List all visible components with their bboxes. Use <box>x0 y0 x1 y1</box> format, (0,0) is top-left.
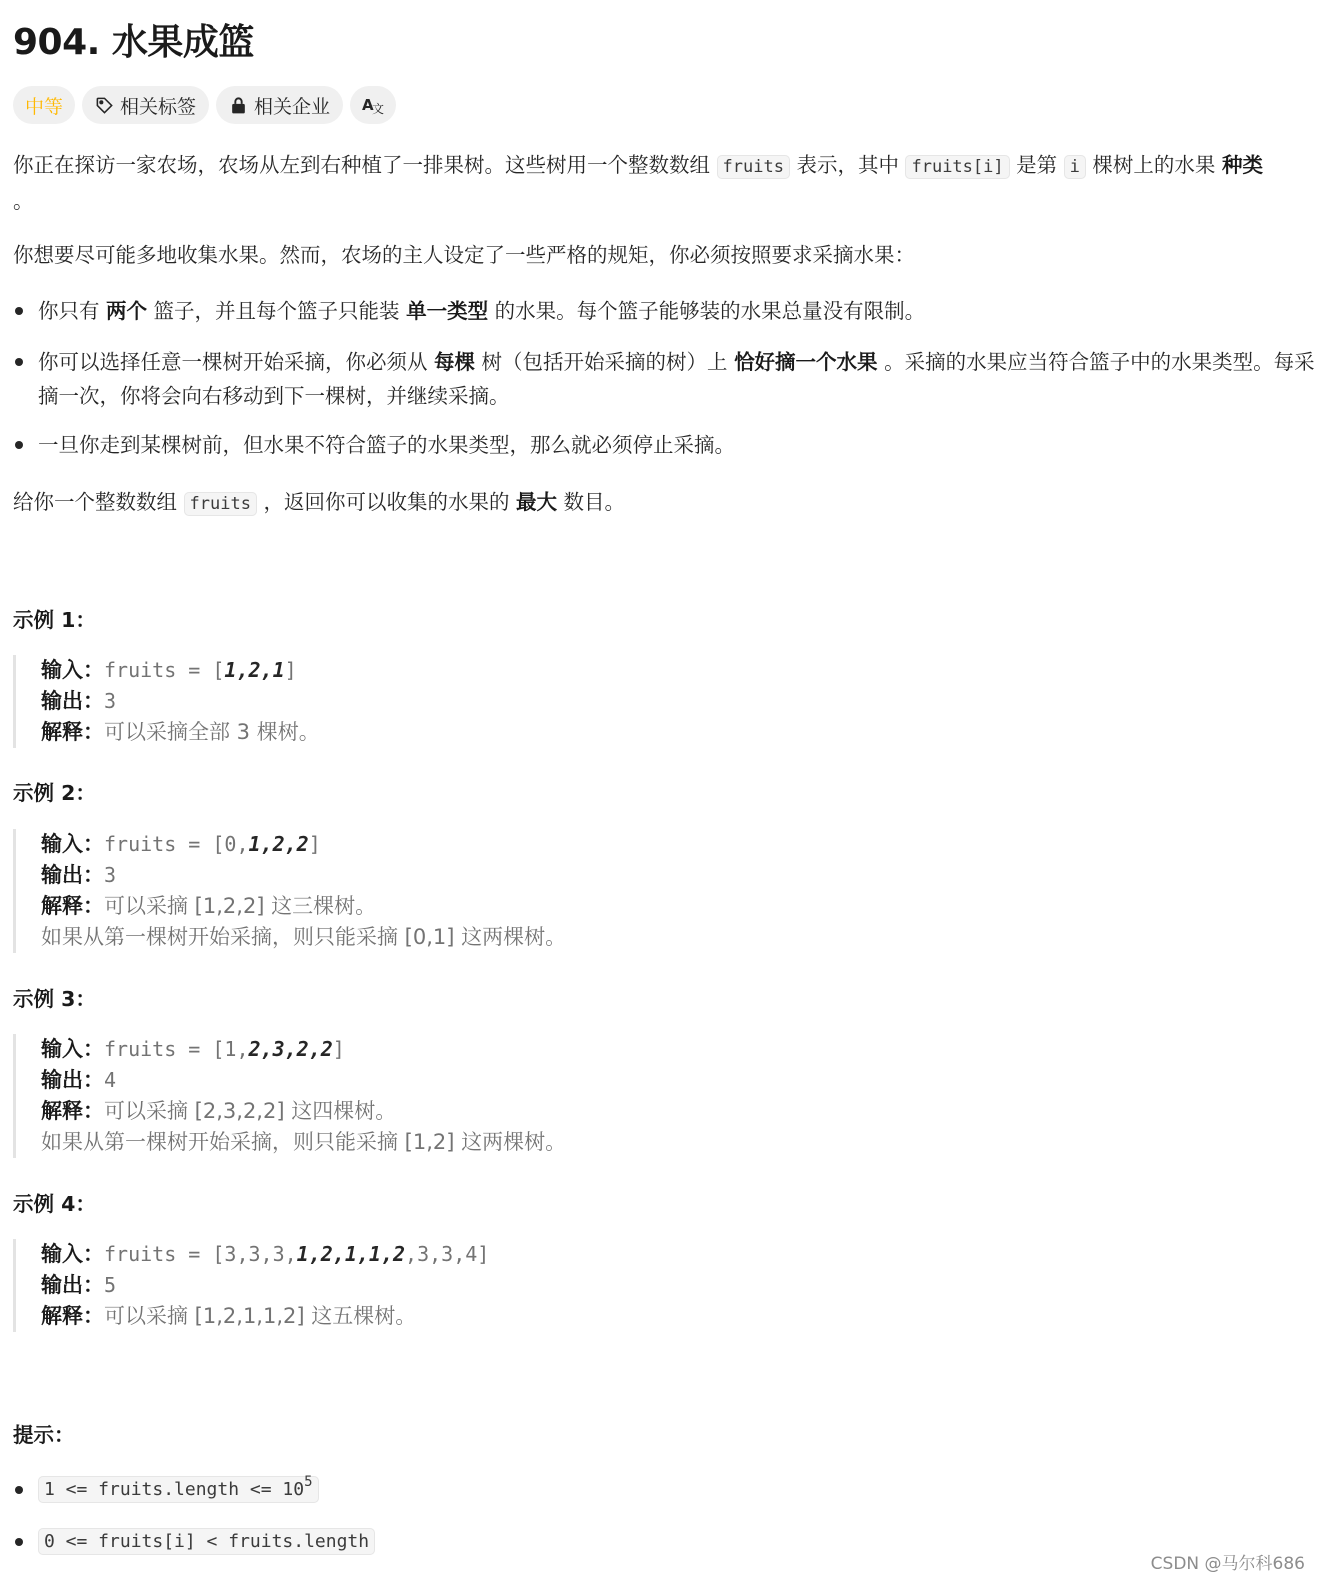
inline-code: fruits[i] <box>905 155 1009 179</box>
inline-code: fruits <box>717 155 790 179</box>
related-tags-button[interactable] <box>82 86 209 124</box>
rule-bullet-2: 你可以选择任意一棵树开始采摘，你必须从 每棵 树（包括开始采摘的树）上 恰好摘一个水果 。采摘的水果应当符合篮子中的水果类型。每采摘一次，你将会向右移动到下一棵树，并继续采摘。 <box>13 345 1323 413</box>
rule-bullet-3: 一旦你走到某棵树前，但水果不符合篮子的水果类型，那么就必须停止采摘。 <box>13 428 1323 462</box>
svg-text:文: 文 <box>372 102 385 115</box>
bullet-dot <box>15 1486 23 1494</box>
related-companies-button[interactable] <box>216 86 343 124</box>
rule-bullet-1: 你只有 两个 篮子，并且每个篮子只能装 单一类型 的水果。每个篮子能够装的水果总量没有限制。 <box>13 294 1323 328</box>
translate-button[interactable] <box>350 86 396 124</box>
example-block: 输入：fruits = [1,2,1] 输出：3 解释：可以采摘全部 3 棵树。 <box>13 655 1323 748</box>
bullet-dot <box>15 1538 23 1546</box>
example-title: 示例 4： <box>13 1192 96 1216</box>
constraint-item <box>13 1474 319 1505</box>
example-title: 示例 1： <box>13 608 96 632</box>
svg-text:A: A <box>362 96 374 114</box>
inline-code: 0 <= fruits[i] < fruits.length <box>38 1528 375 1555</box>
description-paragraph-3: 给你一个整数数组 fruits ，返回你可以收集的水果的 最大 数目。 <box>13 490 626 514</box>
description-paragraph-2: 你想要尽可能多地收集水果。然而，农场的主人设定了一些严格的规矩，你必须按照要求采摘水果： <box>13 243 915 267</box>
inline-code: 1 <= fruits.length <= $10^5$ <box>38 1476 319 1503</box>
difficulty-badge: 中等 <box>13 86 75 124</box>
watermark: CSDN @马尔科686 <box>1150 1554 1305 1574</box>
tag-bar <box>13 86 396 124</box>
inline-code: i <box>1064 155 1086 179</box>
problem-title: 904. 水果成篮 <box>13 22 254 63</box>
description-paragraph-1: 你正在探访一家农场，农场从左到右种植了一排果树。这些树用一个整数数组 fruits 表示，其中 fruits[i] 是第 i 棵树上的水果 种类 。 <box>13 153 1263 213</box>
bullet-dot <box>15 307 23 315</box>
translate-icon <box>362 95 384 115</box>
related-companies-label: 相关企业 <box>254 95 331 118</box>
bullet-dot <box>15 441 23 449</box>
example-block: 输入：fruits = [0,1,2,2] 输出：3 解释：可以采摘 [1,2,2] 这三棵树。 如果从第一棵树开始采摘，则只能采摘 [0,1] 这两棵树。 <box>13 829 1323 953</box>
tag-icon <box>95 96 114 115</box>
constraints-title: 提示： <box>13 1423 75 1447</box>
related-tags-label: 相关标签 <box>120 95 197 118</box>
bullet-dot <box>15 358 23 366</box>
lock-icon <box>229 96 248 115</box>
example-block: 输入：fruits = [3,3,3,1,2,1,1,2,3,3,4] 输出：5 解释：可以采摘 [1,2,1,1,2] 这五棵树。 <box>13 1239 1323 1332</box>
example-title: 示例 3： <box>13 987 96 1011</box>
constraint-item <box>13 1526 375 1557</box>
example-title: 示例 2： <box>13 781 96 805</box>
inline-code: fruits <box>184 492 257 516</box>
example-block: 输入：fruits = [1,2,3,2,2] 输出：4 解释：可以采摘 [2,3,2,2] 这四棵树。 如果从第一棵树开始采摘，则只能采摘 [1,2] 这两棵树。 <box>13 1034 1323 1158</box>
